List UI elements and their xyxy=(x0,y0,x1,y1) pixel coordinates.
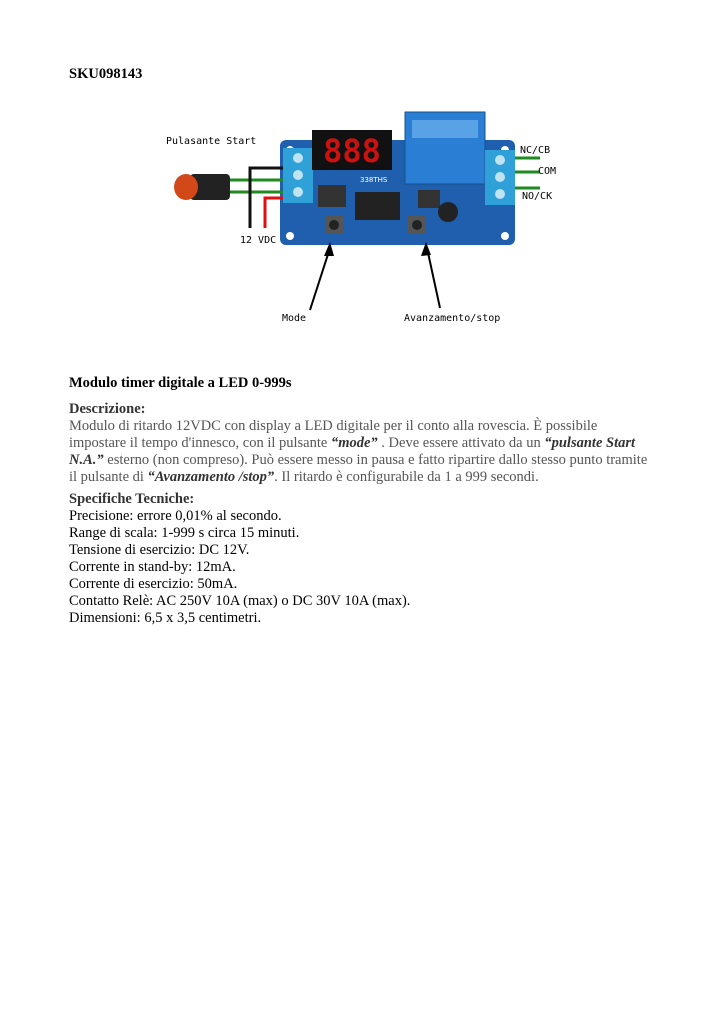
sku-code: SKU098143 xyxy=(69,66,143,82)
description-line-3: N.A.” esterno (non compreso). Può essere messo in pausa e fatto ripartire dallo stesso punto tramite xyxy=(69,452,648,468)
spec-item: Dimensioni: 6,5 x 3,5 centimetri. xyxy=(69,610,262,626)
specs-heading: Specifiche Tecniche: xyxy=(69,491,195,507)
label-start-button: Pulasante Start xyxy=(166,136,257,147)
ic-chip xyxy=(355,192,400,220)
spec-item: Corrente in stand-by: 12mA. xyxy=(69,559,236,575)
label-no: NO/CK xyxy=(522,191,553,202)
spec-item: Range di scala: 1-999 s circa 15 minuti. xyxy=(69,525,300,541)
description-line-4: il pulsante di “Avanzamento /stop”. Il ritardo è configurabile da 1 a 999 secondi. xyxy=(69,469,539,485)
label-advance: Avanzamento/stop xyxy=(404,313,501,324)
label-nc: NC/CB xyxy=(520,145,551,156)
description-heading: Descrizione: xyxy=(69,401,146,417)
description-line-2: impostare il tempo d'innesco, con il pulsante “mode” . Deve essere attivato da un “pulsante Start xyxy=(69,435,636,451)
specs-section xyxy=(69,491,669,627)
label-power: 12 VDC xyxy=(240,235,277,246)
label-mode: Mode xyxy=(282,313,307,324)
display-digits: 888 xyxy=(323,132,381,170)
pcb-marking: 338THS xyxy=(360,176,388,184)
description-section xyxy=(69,401,669,486)
spec-item: Contatto Relè: AC 250V 10A (max) o DC 30V 10A (max). xyxy=(69,593,411,609)
description-line-1: Modulo di ritardo 12VDC con display a LED digitale per il conto alla rovescia. È possibile xyxy=(69,418,598,434)
product-title: Modulo timer digitale a LED 0-999s xyxy=(69,375,292,391)
start-button-cap xyxy=(174,174,198,200)
module-diagram xyxy=(150,100,570,340)
label-com: COM xyxy=(538,166,557,177)
spec-item: Tensione di esercizio: DC 12V. xyxy=(69,542,250,558)
spec-item: Corrente di esercizio: 50mA. xyxy=(69,576,238,592)
spec-item: Precisione: errore 0,01% al secondo. xyxy=(69,508,282,524)
